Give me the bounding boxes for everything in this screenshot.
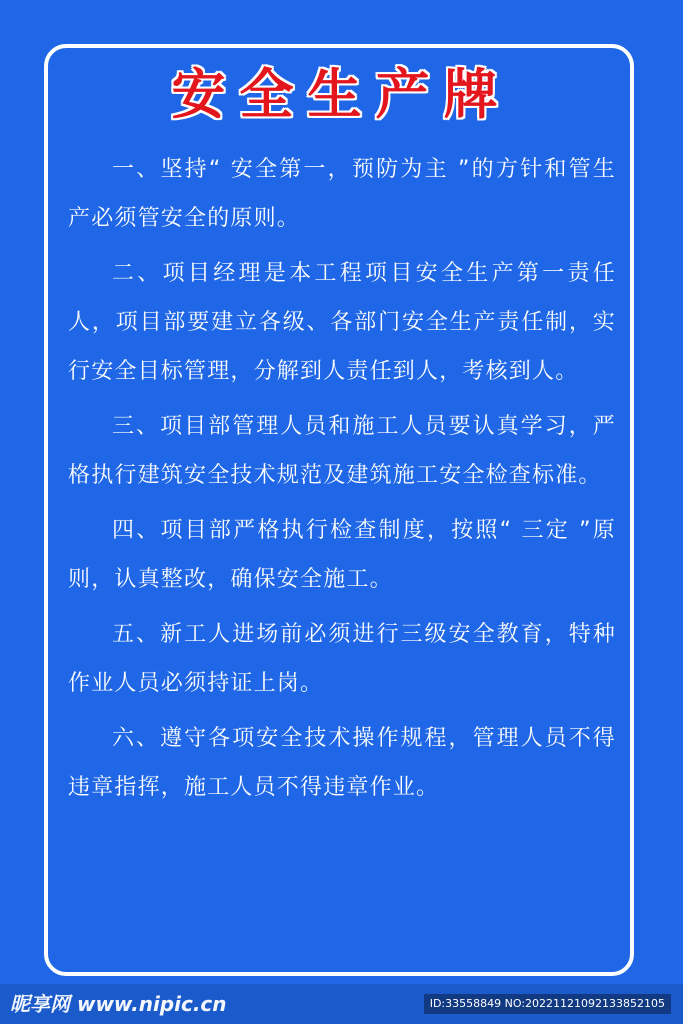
watermark-id: ID:33558849 NO:20221121092133852105: [424, 994, 671, 1014]
watermark-logo: 昵享网 www.nipic.cn: [10, 992, 227, 1016]
rule-item: 一、坚持“ 安全第一，预防为主 ”的方针和管生产必须管安全的原则。: [68, 157, 616, 231]
rule-item: 三、项目部管理人员和施工人员要认真学习，严格执行建筑安全技术规范及建筑施工安全检查标准。: [68, 414, 616, 488]
rule-item: 二、项目经理是本工程项目安全生产第一责任人，项目部要建立各级、各部门安全生产责任制，实行安全目标管理，分解到人责任到人，考核到人。: [68, 261, 616, 384]
watermark-bar: [0, 984, 683, 1024]
rule-item: 六、遵守各项安全技术操作规程，管理人员不得违章指挥，施工人员不得违章作业。: [68, 726, 616, 800]
rule-item: 四、项目部严格执行检查制度，按照“ 三定 ”原则，认真整改，确保安全施工。: [68, 518, 616, 592]
board-title: 安全生产牌: [171, 63, 512, 126]
rules-list: [68, 145, 616, 818]
rule-item: 五、新工人进场前必须进行三级安全教育，特种作业人员必须持证上岗。: [68, 622, 616, 696]
